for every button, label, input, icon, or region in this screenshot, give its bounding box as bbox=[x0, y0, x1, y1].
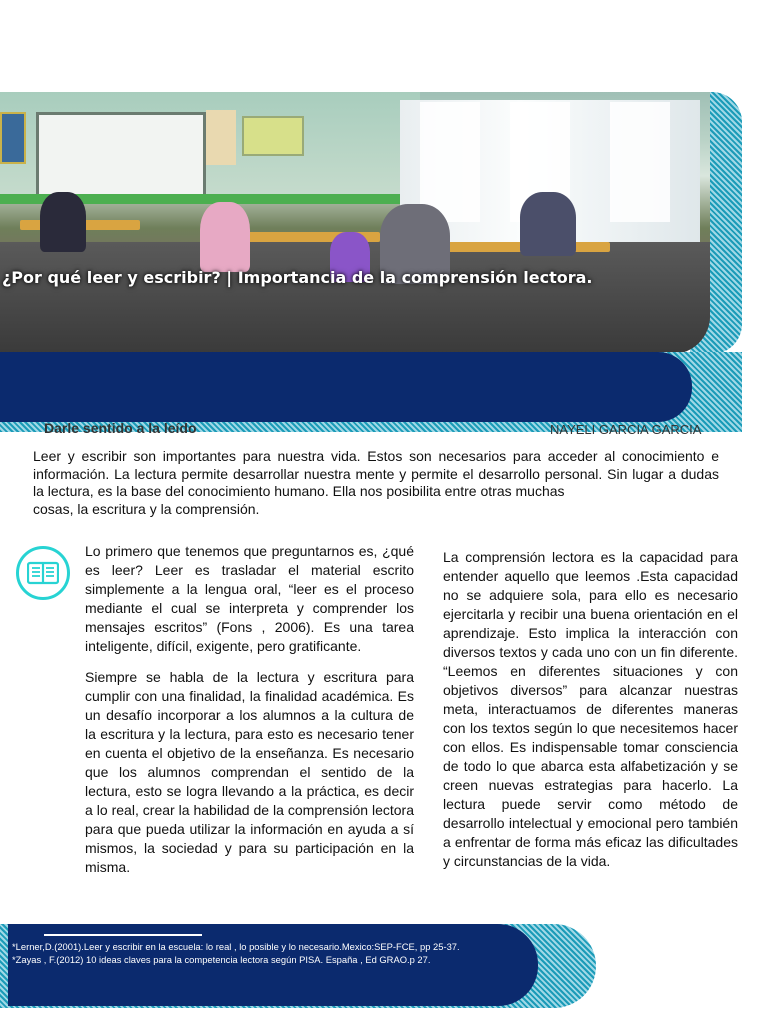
footnote: *Zayas , F.(2012) 10 ideas claves para la competencia lectora según PISA. España , Ed GRAO.p 27. bbox=[12, 954, 431, 965]
right-column bbox=[443, 548, 738, 883]
photo-whiteboard bbox=[36, 112, 206, 200]
footnotes bbox=[12, 940, 572, 966]
classroom-photo bbox=[0, 92, 710, 354]
book-icon-badge bbox=[16, 546, 70, 600]
left-column bbox=[85, 542, 414, 889]
photo-poster bbox=[0, 112, 26, 164]
subtitle: Darle sentido a la leído bbox=[44, 420, 197, 436]
intro-text-continued: cosas, la escritura y la comprensión. bbox=[33, 500, 260, 517]
photo-student bbox=[200, 202, 250, 272]
headline: ¿Por qué leer y escribir? | Importancia de la comprensión lectora. bbox=[2, 268, 593, 287]
author-name: NAYELI GARCIA GARCIA bbox=[550, 422, 702, 437]
navy-title-bar bbox=[0, 352, 692, 422]
footnote-divider bbox=[44, 934, 202, 936]
intro-paragraph bbox=[33, 448, 719, 518]
photo-poster bbox=[206, 110, 236, 165]
photo-poster bbox=[242, 116, 304, 156]
photo-student bbox=[520, 192, 576, 256]
left-paragraph-1: Lo primero que tenemos que preguntarnos es, ¿qué es leer? Leer es trasladar el material escrito simplemente a la lengua oral, “leer es el proceso mediante el cual se interpreta y comprender los mensajes escritos” (Fons , 2006). Es una tarea inteligente, difícil, exigente, pero gratificante. bbox=[85, 543, 414, 654]
intro-text: Leer y escribir son importantes para nuestra vida. Estos son necesarios para acceder al conocimiento e información. La lectura permite desarrollar nuestra mente y permite el desarrollo personal. Sin lugar a dudas la lectura, es la base del conocimiento humano. Ella nos posibilita entre otras muchas bbox=[33, 448, 719, 499]
photo-student bbox=[40, 192, 86, 252]
photo-curtain bbox=[420, 102, 480, 222]
photo-curtain bbox=[610, 102, 670, 222]
left-paragraph-2: Siempre se habla de la lectura y escritura para cumplir con una finalidad, la finalidad académica. Es un desafío incorporar a los alumnos a la cultura de la escritura y la lectura, para esto es necesario tener en cuenta el objetivo de la enseñanza. Es necesario que los alumnos comprendan el sentido de la lectura, esto se logra llevando a la práctica, es decir a lo real, crear la habilidad de la comprensión lectora para que pueda utilizar la información en ayuda a sí mismos, la sociedad y para su participación en la misma. bbox=[85, 669, 414, 875]
footnote: *Lerner,D.(2001).Leer y escribir en la escuela: lo real , lo posible y lo necesario.Mexico:SEP-FCE, pp 25-37. bbox=[12, 941, 460, 952]
open-book-icon bbox=[27, 560, 59, 586]
right-paragraph-1: La comprensión lectora es la capacidad para entender aquello que leemos .Esta capacidad no se adquiere sola, para ello es necesario ejercitarla y recibir una buena orientación en el aprendizaje. Esto implica la interacción con diversos textos y cada uno con un fin diferente. “Leemos en diferentes situaciones y con objetivos diversos” para alcanzar nuestras meta, interactuamos de diferentes maneras con los textos según lo que necesitemos hacer con ellos. Es indispensable tomar consciencia de todo lo que abarca esta alfabetización y se creen nuevas estrategias para hacerlo. La lectura puede servir como método de desarrollo intelectual y emocional pero también a enfrentar de forma más eficaz las dificultades y circunstancias de la vida. bbox=[443, 549, 738, 869]
